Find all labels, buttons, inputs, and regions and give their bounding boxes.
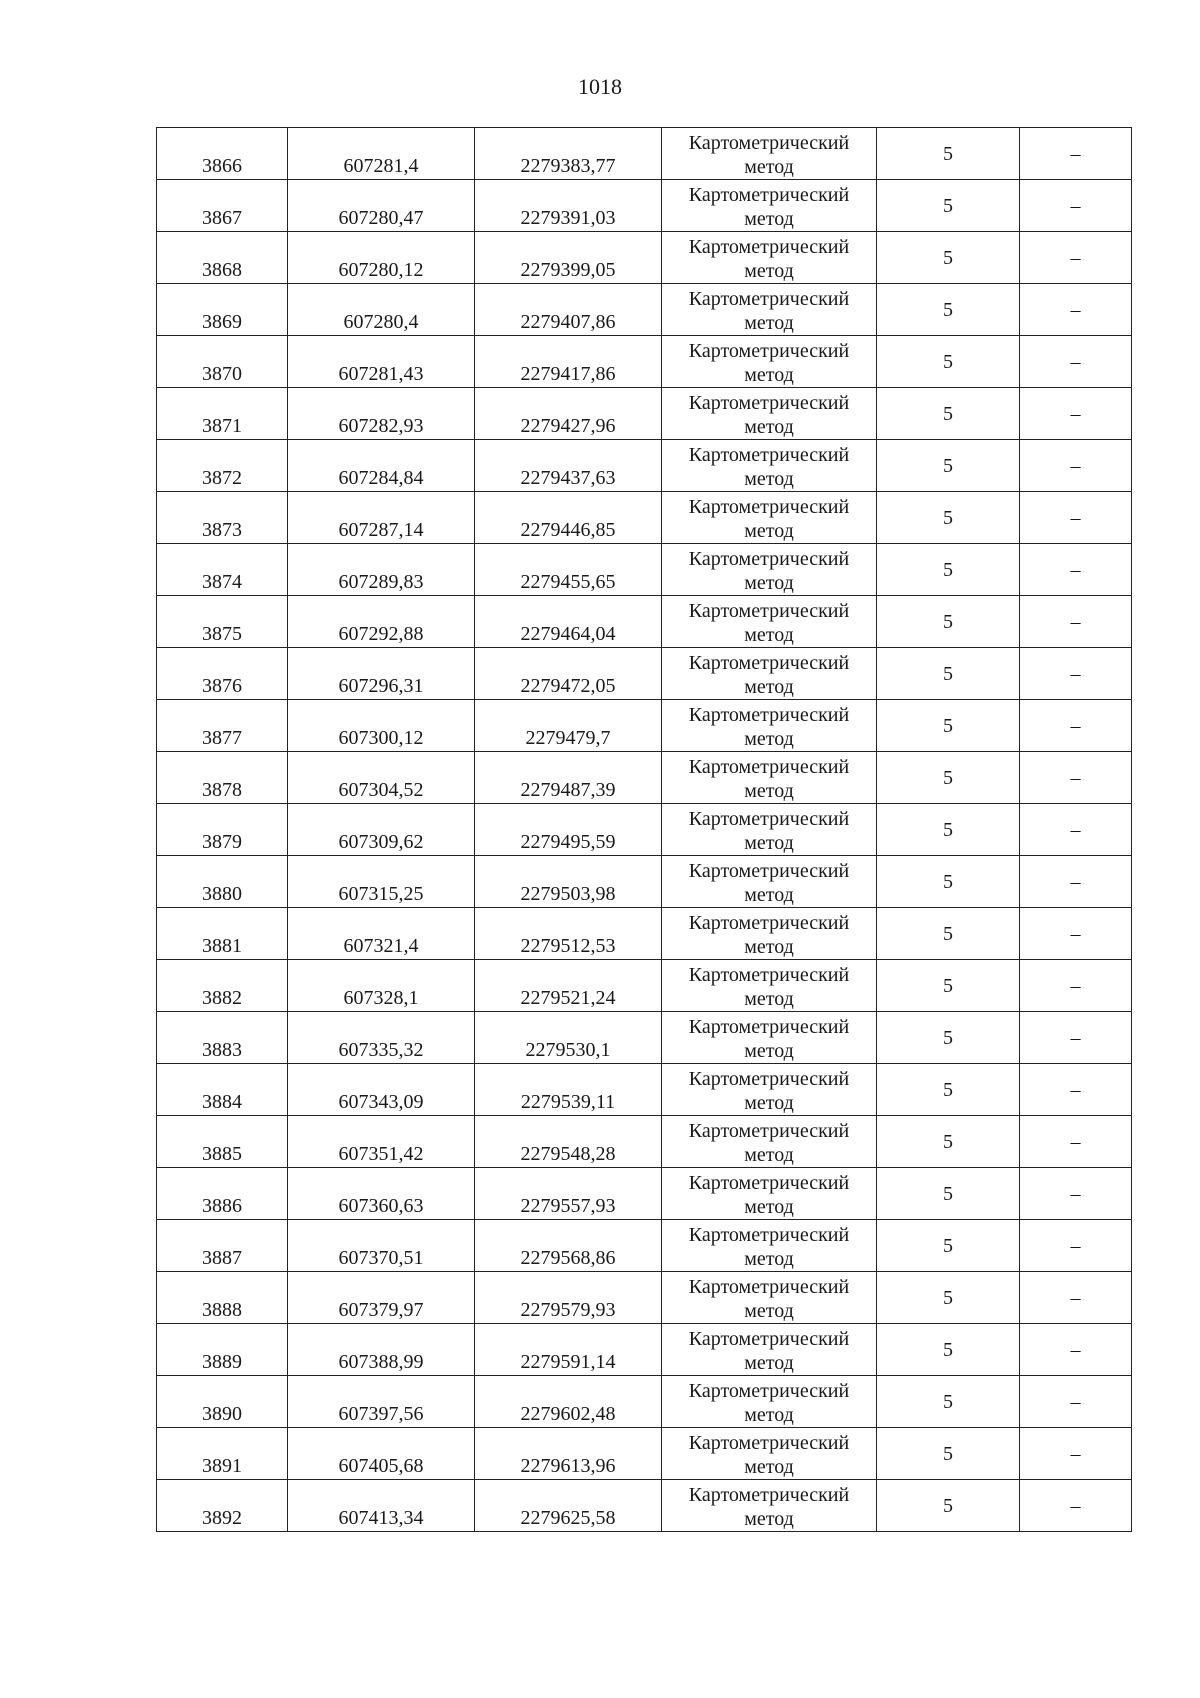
accuracy-cell: 5 — [877, 388, 1020, 440]
y-coordinate-cell: 2279602,48 — [475, 1376, 662, 1428]
x-coordinate-cell: 607292,88 — [288, 596, 475, 648]
method-cell: Картометрический метод — [662, 700, 877, 752]
point-number-cell: 3883 — [157, 1012, 288, 1064]
description-cell: – — [1020, 856, 1132, 908]
table-row — [157, 180, 1132, 232]
coordinates-table — [156, 127, 1132, 1532]
point-number-cell: 3874 — [157, 544, 288, 596]
x-coordinate-cell: 607309,62 — [288, 804, 475, 856]
x-coordinate-cell: 607405,68 — [288, 1428, 475, 1480]
point-number-cell: 3875 — [157, 596, 288, 648]
method-cell: Картометрический метод — [662, 1376, 877, 1428]
table-row — [157, 596, 1132, 648]
method-cell: Картометрический метод — [662, 1272, 877, 1324]
table-row — [157, 1480, 1132, 1532]
point-number-cell: 3884 — [157, 1064, 288, 1116]
accuracy-cell: 5 — [877, 1272, 1020, 1324]
accuracy-cell: 5 — [877, 440, 1020, 492]
accuracy-cell: 5 — [877, 1116, 1020, 1168]
accuracy-cell: 5 — [877, 1168, 1020, 1220]
point-number-cell: 3877 — [157, 700, 288, 752]
method-cell: Картометрический метод — [662, 804, 877, 856]
table-row — [157, 752, 1132, 804]
method-cell: Картометрический метод — [662, 1480, 877, 1532]
y-coordinate-cell: 2279455,65 — [475, 544, 662, 596]
table-row — [157, 492, 1132, 544]
accuracy-cell: 5 — [877, 128, 1020, 180]
y-coordinate-cell: 2279613,96 — [475, 1428, 662, 1480]
point-number-cell: 3892 — [157, 1480, 288, 1532]
table-row — [157, 544, 1132, 596]
y-coordinate-cell: 2279427,96 — [475, 388, 662, 440]
x-coordinate-cell: 607335,32 — [288, 1012, 475, 1064]
point-number-cell: 3871 — [157, 388, 288, 440]
description-cell: – — [1020, 180, 1132, 232]
description-cell: – — [1020, 908, 1132, 960]
y-coordinate-cell: 2279568,86 — [475, 1220, 662, 1272]
x-coordinate-cell: 607280,4 — [288, 284, 475, 336]
y-coordinate-cell: 2279548,28 — [475, 1116, 662, 1168]
y-coordinate-cell: 2279391,03 — [475, 180, 662, 232]
table-row — [157, 1220, 1132, 1272]
y-coordinate-cell: 2279625,58 — [475, 1480, 662, 1532]
method-cell: Картометрический метод — [662, 960, 877, 1012]
x-coordinate-cell: 607370,51 — [288, 1220, 475, 1272]
description-cell: – — [1020, 1324, 1132, 1376]
point-number-cell: 3876 — [157, 648, 288, 700]
table-row — [157, 1376, 1132, 1428]
y-coordinate-cell: 2279557,93 — [475, 1168, 662, 1220]
point-number-cell: 3888 — [157, 1272, 288, 1324]
x-coordinate-cell: 607280,47 — [288, 180, 475, 232]
table-row — [157, 1116, 1132, 1168]
method-cell: Картометрический метод — [662, 1012, 877, 1064]
x-coordinate-cell: 607413,34 — [288, 1480, 475, 1532]
table-row — [157, 1064, 1132, 1116]
point-number-cell: 3890 — [157, 1376, 288, 1428]
x-coordinate-cell: 607281,4 — [288, 128, 475, 180]
description-cell: – — [1020, 1480, 1132, 1532]
table-row — [157, 700, 1132, 752]
description-cell: – — [1020, 1376, 1132, 1428]
table-row — [157, 440, 1132, 492]
table-row — [157, 336, 1132, 388]
point-number-cell: 3870 — [157, 336, 288, 388]
method-cell: Картометрический метод — [662, 596, 877, 648]
x-coordinate-cell: 607281,43 — [288, 336, 475, 388]
point-number-cell: 3873 — [157, 492, 288, 544]
point-number-cell: 3887 — [157, 1220, 288, 1272]
y-coordinate-cell: 2279437,63 — [475, 440, 662, 492]
x-coordinate-cell: 607315,25 — [288, 856, 475, 908]
method-cell: Картометрический метод — [662, 752, 877, 804]
accuracy-cell: 5 — [877, 1324, 1020, 1376]
method-cell: Картометрический метод — [662, 908, 877, 960]
description-cell: – — [1020, 596, 1132, 648]
accuracy-cell: 5 — [877, 856, 1020, 908]
point-number-cell: 3880 — [157, 856, 288, 908]
accuracy-cell: 5 — [877, 336, 1020, 388]
x-coordinate-cell: 607280,12 — [288, 232, 475, 284]
x-coordinate-cell: 607284,84 — [288, 440, 475, 492]
point-number-cell: 3886 — [157, 1168, 288, 1220]
table-row — [157, 648, 1132, 700]
table-row — [157, 1168, 1132, 1220]
description-cell: – — [1020, 1220, 1132, 1272]
method-cell: Картометрический метод — [662, 1168, 877, 1220]
y-coordinate-cell: 2279479,7 — [475, 700, 662, 752]
accuracy-cell: 5 — [877, 232, 1020, 284]
accuracy-cell: 5 — [877, 1480, 1020, 1532]
method-cell: Картометрический метод — [662, 388, 877, 440]
method-cell: Картометрический метод — [662, 1064, 877, 1116]
description-cell: – — [1020, 336, 1132, 388]
method-cell: Картометрический метод — [662, 1220, 877, 1272]
x-coordinate-cell: 607282,93 — [288, 388, 475, 440]
description-cell: – — [1020, 128, 1132, 180]
x-coordinate-cell: 607321,4 — [288, 908, 475, 960]
accuracy-cell: 5 — [877, 284, 1020, 336]
accuracy-cell: 5 — [877, 700, 1020, 752]
x-coordinate-cell: 607300,12 — [288, 700, 475, 752]
accuracy-cell: 5 — [877, 180, 1020, 232]
y-coordinate-cell: 2279530,1 — [475, 1012, 662, 1064]
accuracy-cell: 5 — [877, 596, 1020, 648]
table-row — [157, 960, 1132, 1012]
y-coordinate-cell: 2279495,59 — [475, 804, 662, 856]
description-cell: – — [1020, 232, 1132, 284]
description-cell: – — [1020, 804, 1132, 856]
x-coordinate-cell: 607397,56 — [288, 1376, 475, 1428]
method-cell: Картометрический метод — [662, 1428, 877, 1480]
page-number: 1018 — [578, 74, 622, 99]
y-coordinate-cell: 2279399,05 — [475, 232, 662, 284]
y-coordinate-cell: 2279512,53 — [475, 908, 662, 960]
y-coordinate-cell: 2279417,86 — [475, 336, 662, 388]
x-coordinate-cell: 607328,1 — [288, 960, 475, 1012]
table-row — [157, 804, 1132, 856]
table-row — [157, 1272, 1132, 1324]
accuracy-cell: 5 — [877, 1064, 1020, 1116]
method-cell: Картометрический метод — [662, 284, 877, 336]
accuracy-cell: 5 — [877, 752, 1020, 804]
method-cell: Картометрический метод — [662, 180, 877, 232]
description-cell: – — [1020, 648, 1132, 700]
accuracy-cell: 5 — [877, 960, 1020, 1012]
accuracy-cell: 5 — [877, 544, 1020, 596]
x-coordinate-cell: 607289,83 — [288, 544, 475, 596]
point-number-cell: 3882 — [157, 960, 288, 1012]
point-number-cell: 3867 — [157, 180, 288, 232]
method-cell: Картометрический метод — [662, 648, 877, 700]
table-row — [157, 1324, 1132, 1376]
y-coordinate-cell: 2279383,77 — [475, 128, 662, 180]
accuracy-cell: 5 — [877, 648, 1020, 700]
x-coordinate-cell: 607304,52 — [288, 752, 475, 804]
y-coordinate-cell: 2279407,86 — [475, 284, 662, 336]
accuracy-cell: 5 — [877, 908, 1020, 960]
y-coordinate-cell: 2279487,39 — [475, 752, 662, 804]
x-coordinate-cell: 607388,99 — [288, 1324, 475, 1376]
point-number-cell: 3891 — [157, 1428, 288, 1480]
description-cell: – — [1020, 1428, 1132, 1480]
y-coordinate-cell: 2279503,98 — [475, 856, 662, 908]
description-cell: – — [1020, 492, 1132, 544]
method-cell: Картометрический метод — [662, 856, 877, 908]
method-cell: Картометрический метод — [662, 544, 877, 596]
method-cell: Картометрический метод — [662, 492, 877, 544]
table-row — [157, 1012, 1132, 1064]
table-row — [157, 388, 1132, 440]
method-cell: Картометрический метод — [662, 232, 877, 284]
table-row — [157, 284, 1132, 336]
point-number-cell: 3879 — [157, 804, 288, 856]
point-number-cell: 3869 — [157, 284, 288, 336]
description-cell: – — [1020, 960, 1132, 1012]
table-row — [157, 128, 1132, 180]
y-coordinate-cell: 2279579,93 — [475, 1272, 662, 1324]
point-number-cell: 3866 — [157, 128, 288, 180]
point-number-cell: 3872 — [157, 440, 288, 492]
table-row — [157, 856, 1132, 908]
table-row — [157, 232, 1132, 284]
x-coordinate-cell: 607287,14 — [288, 492, 475, 544]
accuracy-cell: 5 — [877, 1376, 1020, 1428]
accuracy-cell: 5 — [877, 1428, 1020, 1480]
method-cell: Картометрический метод — [662, 336, 877, 388]
description-cell: – — [1020, 284, 1132, 336]
accuracy-cell: 5 — [877, 804, 1020, 856]
coordinates-table-body — [157, 128, 1132, 1532]
y-coordinate-cell: 2279591,14 — [475, 1324, 662, 1376]
y-coordinate-cell: 2279539,11 — [475, 1064, 662, 1116]
description-cell: – — [1020, 544, 1132, 596]
table-row — [157, 908, 1132, 960]
point-number-cell: 3881 — [157, 908, 288, 960]
description-cell: – — [1020, 1064, 1132, 1116]
accuracy-cell: 5 — [877, 1220, 1020, 1272]
point-number-cell: 3868 — [157, 232, 288, 284]
method-cell: Картометрический метод — [662, 1324, 877, 1376]
y-coordinate-cell: 2279446,85 — [475, 492, 662, 544]
table-row — [157, 1428, 1132, 1480]
x-coordinate-cell: 607360,63 — [288, 1168, 475, 1220]
method-cell: Картометрический метод — [662, 128, 877, 180]
y-coordinate-cell: 2279472,05 — [475, 648, 662, 700]
x-coordinate-cell: 607379,97 — [288, 1272, 475, 1324]
description-cell: – — [1020, 752, 1132, 804]
accuracy-cell: 5 — [877, 492, 1020, 544]
description-cell: – — [1020, 1272, 1132, 1324]
description-cell: – — [1020, 1116, 1132, 1168]
description-cell: – — [1020, 700, 1132, 752]
y-coordinate-cell: 2279521,24 — [475, 960, 662, 1012]
description-cell: – — [1020, 1168, 1132, 1220]
x-coordinate-cell: 607296,31 — [288, 648, 475, 700]
method-cell: Картометрический метод — [662, 1116, 877, 1168]
x-coordinate-cell: 607351,42 — [288, 1116, 475, 1168]
x-coordinate-cell: 607343,09 — [288, 1064, 475, 1116]
method-cell: Картометрический метод — [662, 440, 877, 492]
description-cell: – — [1020, 1012, 1132, 1064]
description-cell: – — [1020, 388, 1132, 440]
point-number-cell: 3889 — [157, 1324, 288, 1376]
accuracy-cell: 5 — [877, 1012, 1020, 1064]
point-number-cell: 3878 — [157, 752, 288, 804]
y-coordinate-cell: 2279464,04 — [475, 596, 662, 648]
point-number-cell: 3885 — [157, 1116, 288, 1168]
description-cell: – — [1020, 440, 1132, 492]
